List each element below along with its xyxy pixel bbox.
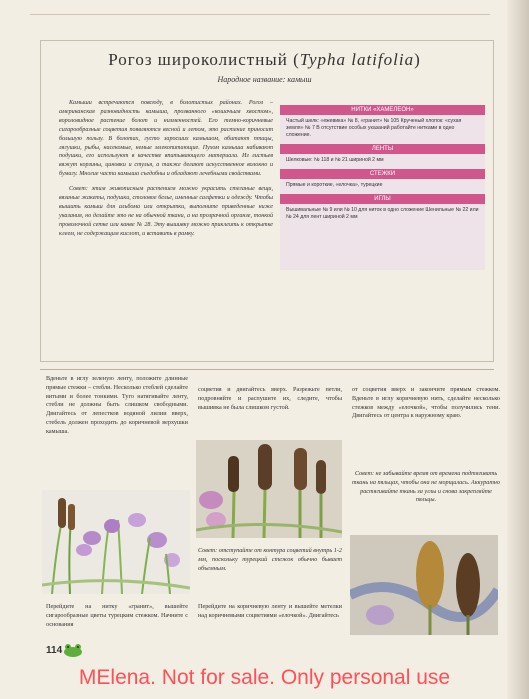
needles-header: ИГЛЫ [280,194,485,204]
ribbons-header: ЛЕНТЫ [280,144,485,154]
page-subtitle: Народное название: камыш [217,75,312,84]
materials-panel [280,105,485,270]
tip-caption-column-2: Совет: отступайте от контура соцветий внутрь 1-2 мм, поскольку турецкий стежок обычно бывает объемным. [198,547,342,572]
page-binding-shadow [507,0,529,699]
page-title: Рогоз широколистный (Typha latifolia) [108,50,421,69]
threads-header: НИТКИ «ХАМЕЛЕОН» [280,105,485,115]
frog-icon [62,643,84,657]
threads-text: Частый шелк: «ежевика» № 8, «гранит» № 105 Крученый хлопок: «сухая земля» № 7 В отсутствие особых указаний работайте нитками в одно сложение. [286,118,462,138]
instruction-column-2-bottom: Перейдите на коричневую ленту и вышейте метелки над коричневыми соцветиями «елочкой». Двигайтесь [198,603,342,619]
top-rule [30,14,490,15]
instruction-column-1-bottom: Перейдите на нитку «гранит», вышейте сигарообразные цветы турецким стежком. Начните с основания [46,603,188,628]
instruction-column-3: от соцветия вверх и закончите прямым стежком. Вденьте в иглу коричневую нить, сделайте несколько стежков между «елочкой», чтобы получились тени. Двигайтесь от центра к наружному краю. [352,386,500,420]
section-divider [40,369,494,370]
embroidery-photo-seedheads [350,535,498,635]
tip-caption-column-3: Совет: не забывайте время от времени подтягивать ткань на пяльцах, чтобы она не морщилась. Аккуратно растягивайте ткань за углы и снова закрепляйте пяльцы. [352,470,500,504]
stitches-header: СТЕЖКИ [280,169,485,179]
seedheads-illustration [350,535,498,635]
ribbons-text: Шелковые: № 118 и № 21 шириной 2 мм [286,157,384,163]
instruction-column-2: соцветия и двигайтесь вверх. Разрежьте петли, подровняйте и распушите их, следите, чтобы вышивка не была слишком густой. [198,386,342,411]
embroidery-photo-reeds [196,440,342,538]
page-number: 114 [46,645,63,656]
stitches-text: Прямые и короткие, «елочка», турецкие [286,182,383,188]
reeds-illustration [196,440,342,538]
watermark: MElena. Not for sale. Only personal use [78,666,451,689]
intro-paragraph: Камыши встречаются повсюду, в болотистых районах. Рогоз – американская разновидность камыша, прозванного «кошачьим хвостом», вороловидное растение болот и низменностей. Его темно-коричневые сигарообразные соцветия появляются весной и летом, это растение приносит большую пользу. В болотах, густо заросших камышом, обитают птицы, лягушки, рыбы, насекомые, немые млекопитающие. Пухом камыша набивают подушки, его используют в качестве впитывающего материала. Из листьев вяжут корзины, циновки и стулья, а также делают искусственное волокно и бумагу. Многие части камыша съедобны и обладают лечебными свойствами. [59,100,273,178]
intro-text [59,99,273,245]
instruction-column-1: Вденьте в иглу зеленую ленту, положите длинные прямые стежки – стебли. Несколько стеблей сделайте витыми и более тонкими. Туго натягивайте ленту, стебли не должны быть слишком свободными. Двигайтесь от лепестков водяной лилии вверх, стебель должен проходить до коричневой верхушки камыша. [46,375,188,435]
needles-text: Вышивальные № 9 или № 10 для ниток в одно сложение Шенильные № 22 или № 24 для лент шириной 2 мм [286,207,479,220]
lilies-illustration [42,490,190,594]
intro-tip: Совет: этим живописным растением можно украсить стеганые вещи, вязаные жакеты, подушки, столовое белье, именные салфетки и одежду. Чтобы вышить камыш для альбома или открытки, выполните приведенные ниже указания, но делайте это не на обычной ткани, а на прозрачной органзе, тонкой проволочной сетке или канве № 28. Эту вышивку можно приклеить к открытке клеем, не содержащим кислот, и вставить в рамку. [59,186,273,237]
embroidery-photo-lilies [42,490,190,594]
